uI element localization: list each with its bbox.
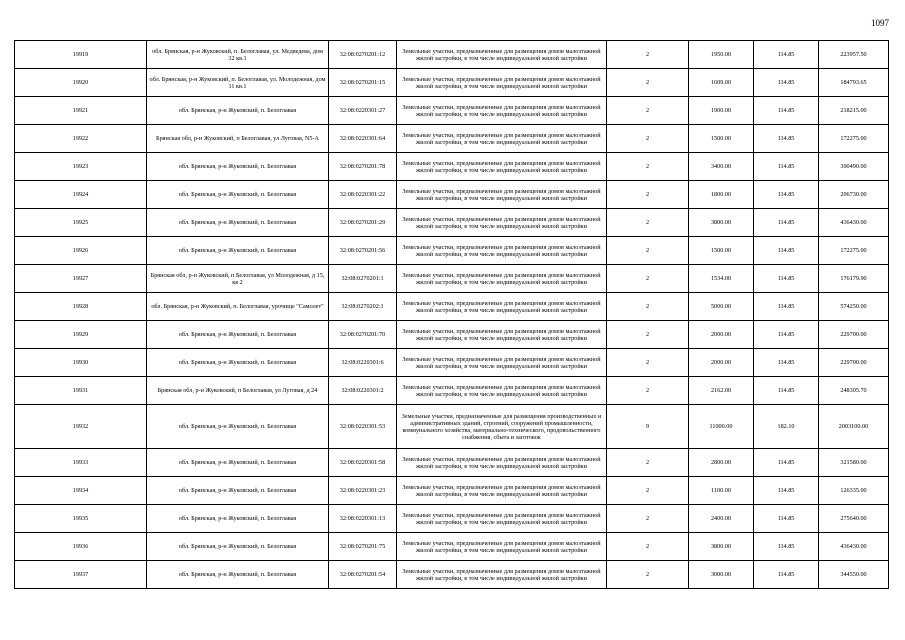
specific-value-cell: 114.85 [754,41,819,69]
specific-value-cell: 114.85 [754,533,819,561]
group-cell: 2 [607,237,689,265]
row-number-cell: 19921 [15,97,147,125]
specific-value-cell: 114.85 [754,265,819,293]
address-cell: обл. Брянская, р-н Жуковский, п. Белоглавая, урочище "Самолет" [147,293,329,321]
row-number-cell: 19936 [15,533,147,561]
area-cell: 2400.00 [689,505,754,533]
land-use-cell: Земельные участки, предназначенные для размещения домов малоэтажной жилой застройки, в том числе индивидуальной жилой застройки [397,41,607,69]
specific-value-cell: 114.85 [754,125,819,153]
land-use-cell: Земельные участки, предназначенные для размещения домов малоэтажной жилой застройки, в том числе индивидуальной жилой застройки [397,477,607,505]
cadastral-value-cell: 390490.00 [819,153,889,181]
row-number-cell: 19926 [15,237,147,265]
table-row [15,181,889,209]
specific-value-cell: 114.85 [754,69,819,97]
area-cell: 3800.00 [689,533,754,561]
cadastral-value-cell: 574250.00 [819,293,889,321]
specific-value-cell: 114.85 [754,181,819,209]
table-row [15,321,889,349]
page-number: 1097 [871,18,889,28]
group-cell: 2 [607,153,689,181]
table-row [15,561,889,589]
land-use-cell: Земельные участки, предназначенные для размещения домов малоэтажной жилой застройки, в том числе индивидуальной жилой застройки [397,181,607,209]
cadastral-value-cell: 172275.00 [819,125,889,153]
table-row [15,477,889,505]
land-use-cell: Земельные участки, предназначенные для размещения домов малоэтажной жилой застройки, в том числе индивидуальной жилой застройки [397,561,607,589]
land-use-cell: Земельные участки, предназначенные для размещения домов малоэтажной жилой застройки, в том числе индивидуальной жилой застройки [397,321,607,349]
land-use-cell: Земельные участки, предназначенные для размещения домов малоэтажной жилой застройки, в том числе индивидуальной жилой застройки [397,293,607,321]
cadastral-value-cell: 172275.00 [819,237,889,265]
land-use-cell: Земельные участки, предназначенные для размещения производственных и административных зданий, строений, сооружений промышленности, коммунального хозяйства, материально-технического, продовольственного снабжения, сбыта и заготовок [397,405,607,449]
row-number-cell: 19933 [15,449,147,477]
specific-value-cell: 114.85 [754,477,819,505]
cadastral-number-cell: 32:08:0220301:58 [329,449,397,477]
table-row [15,349,889,377]
area-cell: 1100.00 [689,477,754,505]
row-number-cell: 19925 [15,209,147,237]
cadastral-value-cell: 126335.00 [819,477,889,505]
row-number-cell: 19929 [15,321,147,349]
area-cell: 3400.00 [689,153,754,181]
cadastral-value-cell: 218215.00 [819,97,889,125]
row-number-cell: 19923 [15,153,147,181]
row-number-cell: 19920 [15,69,147,97]
row-number-cell: 19935 [15,505,147,533]
address-cell: обл. Брянская, р-н Жуковский, п. Белоглавая [147,209,329,237]
address-cell: обл. Брянская, р-н Жуковский, п. Белоглавая [147,561,329,589]
cadastral-number-cell: 32:08:0220301:64 [329,125,397,153]
specific-value-cell: 114.85 [754,153,819,181]
cadastral-value-table [14,40,889,589]
land-use-cell: Земельные участки, предназначенные для размещения домов малоэтажной жилой застройки, в том числе индивидуальной жилой застройки [397,533,607,561]
address-cell: обл. Брянская, р-н Жуковский, п. Белоглавая [147,97,329,125]
row-number-cell: 19937 [15,561,147,589]
cadastral-value-cell: 275640.00 [819,505,889,533]
cadastral-value-cell: 321580.00 [819,449,889,477]
group-cell: 2 [607,533,689,561]
group-cell: 2 [607,349,689,377]
address-cell: обл. Брянская, р-н Жуковский, п. Белоглавая [147,505,329,533]
cadastral-number-cell: 32:08:0220301:13 [329,505,397,533]
address-cell: Брянская обл, р-н Жуковский, п Белоглавая, ул Луговая, д 24 [147,377,329,405]
group-cell: 2 [607,561,689,589]
row-number-cell: 19922 [15,125,147,153]
specific-value-cell: 114.85 [754,349,819,377]
table-row [15,505,889,533]
specific-value-cell: 114.85 [754,293,819,321]
address-cell: обл. Брянская, р-н Жуковский, п. Белоглавая [147,153,329,181]
table-row [15,449,889,477]
land-use-cell: Земельные участки, предназначенные для размещения домов малоэтажной жилой застройки, в том числе индивидуальной жилой застройки [397,153,607,181]
area-cell: 1900.00 [689,97,754,125]
area-cell: 1609.00 [689,69,754,97]
row-number-cell: 19928 [15,293,147,321]
row-number-cell: 19927 [15,265,147,293]
address-cell: обл. Брянская, р-н Жуковский, п. Белоглавая [147,237,329,265]
cadastral-number-cell: 32:08:0220301:23 [329,477,397,505]
specific-value-cell: 114.85 [754,561,819,589]
group-cell: 2 [607,293,689,321]
land-use-cell: Земельные участки, предназначенные для размещения домов малоэтажной жилой застройки, в том числе индивидуальной жилой застройки [397,377,607,405]
table-row [15,125,889,153]
land-use-cell: Земельные участки, предназначенные для размещения домов малоэтажной жилой застройки, в том числе индивидуальной жилой застройки [397,265,607,293]
table-row [15,237,889,265]
specific-value-cell: 114.85 [754,321,819,349]
cadastral-number-cell: 32:08:0220301:22 [329,181,397,209]
area-cell: 2800.00 [689,449,754,477]
area-cell: 11000.00 [689,405,754,449]
specific-value-cell: 114.85 [754,449,819,477]
cadastral-value-cell: 344550.00 [819,561,889,589]
row-number-cell: 19931 [15,377,147,405]
row-number-cell: 19919 [15,41,147,69]
cadastral-value-cell: 184793.65 [819,69,889,97]
group-cell: 2 [607,377,689,405]
cadastral-number-cell: 32:08:0220301:53 [329,405,397,449]
cadastral-value-cell: 206730.00 [819,181,889,209]
area-cell: 5000.00 [689,293,754,321]
table-row [15,41,889,69]
cadastral-number-cell: 32:08:0220301:6 [329,349,397,377]
table-row [15,533,889,561]
land-use-cell: Земельные участки, предназначенные для размещения домов малоэтажной жилой застройки, в том числе индивидуальной жилой застройки [397,209,607,237]
specific-value-cell: 182.10 [754,405,819,449]
group-cell: 2 [607,41,689,69]
area-cell: 3000.00 [689,561,754,589]
land-use-cell: Земельные участки, предназначенные для размещения домов малоэтажной жилой застройки, в том числе индивидуальной жилой застройки [397,69,607,97]
cadastral-value-cell: 436430.00 [819,209,889,237]
specific-value-cell: 114.85 [754,377,819,405]
land-use-cell: Земельные участки, предназначенные для размещения домов малоэтажной жилой застройки, в том числе индивидуальной жилой застройки [397,505,607,533]
cadastral-value-cell: 176179.90 [819,265,889,293]
cadastral-value-cell: 229700.00 [819,321,889,349]
address-cell: обл. Брянская, р-н Жуковский, п. Белоглавая [147,533,329,561]
group-cell: 9 [607,405,689,449]
land-use-cell: Земельные участки, предназначенные для размещения домов малоэтажной жилой застройки, в том числе индивидуальной жилой застройки [397,449,607,477]
specific-value-cell: 114.85 [754,97,819,125]
cadastral-value-cell: 229700.00 [819,349,889,377]
cadastral-number-cell: 32:08:0270201:70 [329,321,397,349]
group-cell: 2 [607,69,689,97]
address-cell: обл. Брянская, р-н Жуковский, п. Белоглавая [147,181,329,209]
group-cell: 2 [607,265,689,293]
table-row [15,69,889,97]
area-cell: 1500.00 [689,125,754,153]
cadastral-number-cell: 32:08:0270201:75 [329,533,397,561]
row-number-cell: 19924 [15,181,147,209]
address-cell: обл. Брянская, р-н Жуковский, п. Белоглавая [147,477,329,505]
cadastral-number-cell: 32:08:0270201:15 [329,69,397,97]
table-row [15,265,889,293]
cadastral-value-cell: 436430.00 [819,533,889,561]
land-use-cell: Земельные участки, предназначенные для размещения домов малоэтажной жилой застройки, в том числе индивидуальной жилой застройки [397,237,607,265]
cadastral-number-cell: 32:08:0270201:12 [329,41,397,69]
area-cell: 2000.00 [689,321,754,349]
table-row [15,153,889,181]
specific-value-cell: 114.85 [754,237,819,265]
group-cell: 2 [607,449,689,477]
area-cell: 1950.00 [689,41,754,69]
table-row [15,209,889,237]
area-cell: 2000.00 [689,349,754,377]
group-cell: 2 [607,321,689,349]
group-cell: 2 [607,125,689,153]
area-cell: 1800.00 [689,181,754,209]
group-cell: 2 [607,97,689,125]
land-use-cell: Земельные участки, предназначенные для размещения домов малоэтажной жилой застройки, в том числе индивидуальной жилой застройки [397,349,607,377]
group-cell: 2 [607,477,689,505]
row-number-cell: 19934 [15,477,147,505]
cadastral-value-cell: 223957.50 [819,41,889,69]
address-cell: обл. Брянская, р-н Жуковский, п. Белоглавая, ул. Молодежная, дом 11 кв.1 [147,69,329,97]
row-number-cell: 19930 [15,349,147,377]
specific-value-cell: 114.85 [754,505,819,533]
cadastral-number-cell: 32:08:0270202:1 [329,293,397,321]
address-cell: обл. Брянская, р-н Жуковский, п. Белоглавая [147,321,329,349]
row-number-cell: 19932 [15,405,147,449]
address-cell: обл. Брянская, р-н Жуковский, п. Белоглавая, ул. Медведева, дом 32 кв.1 [147,41,329,69]
cadastral-value-cell: 2003100.00 [819,405,889,449]
cadastral-number-cell: 32:08:0270201:54 [329,561,397,589]
address-cell: Брянская обл, р-н Жуковский, п Белоглавая, ул Луговая, N5-А [147,125,329,153]
table-row [15,293,889,321]
cadastral-number-cell: 32:08:0270201:29 [329,209,397,237]
cadastral-number-cell: 32:08:0270201:1 [329,265,397,293]
address-cell: обл. Брянская, р-н Жуковский, п. Белоглавая [147,349,329,377]
group-cell: 2 [607,209,689,237]
cadastral-number-cell: 32:08:0220301:27 [329,97,397,125]
area-cell: 1534.00 [689,265,754,293]
land-use-cell: Земельные участки, предназначенные для размещения домов малоэтажной жилой застройки, в том числе индивидуальной жилой застройки [397,97,607,125]
cadastral-number-cell: 32:08:0270201:78 [329,153,397,181]
cadastral-value-cell: 248305.70 [819,377,889,405]
table-row [15,377,889,405]
cadastral-number-cell: 32:08:0220301:2 [329,377,397,405]
address-cell: обл. Брянская, р-н Жуковский, п. Белоглавая [147,405,329,449]
area-cell: 3800.00 [689,209,754,237]
cadastral-number-cell: 32:08:0270201:56 [329,237,397,265]
address-cell: Брянская обл, р-н Жуковский, п Белоглавая, ул Молодежная, д 15, кв 2 [147,265,329,293]
land-use-cell: Земельные участки, предназначенные для размещения домов малоэтажной жилой застройки, в том числе индивидуальной жилой застройки [397,125,607,153]
area-cell: 1500.00 [689,237,754,265]
area-cell: 2162.00 [689,377,754,405]
group-cell: 2 [607,505,689,533]
table-row [15,405,889,449]
address-cell: обл. Брянская, р-н Жуковский, п. Белоглавая [147,449,329,477]
specific-value-cell: 114.85 [754,209,819,237]
group-cell: 2 [607,181,689,209]
table-row [15,97,889,125]
table-body [15,41,889,589]
